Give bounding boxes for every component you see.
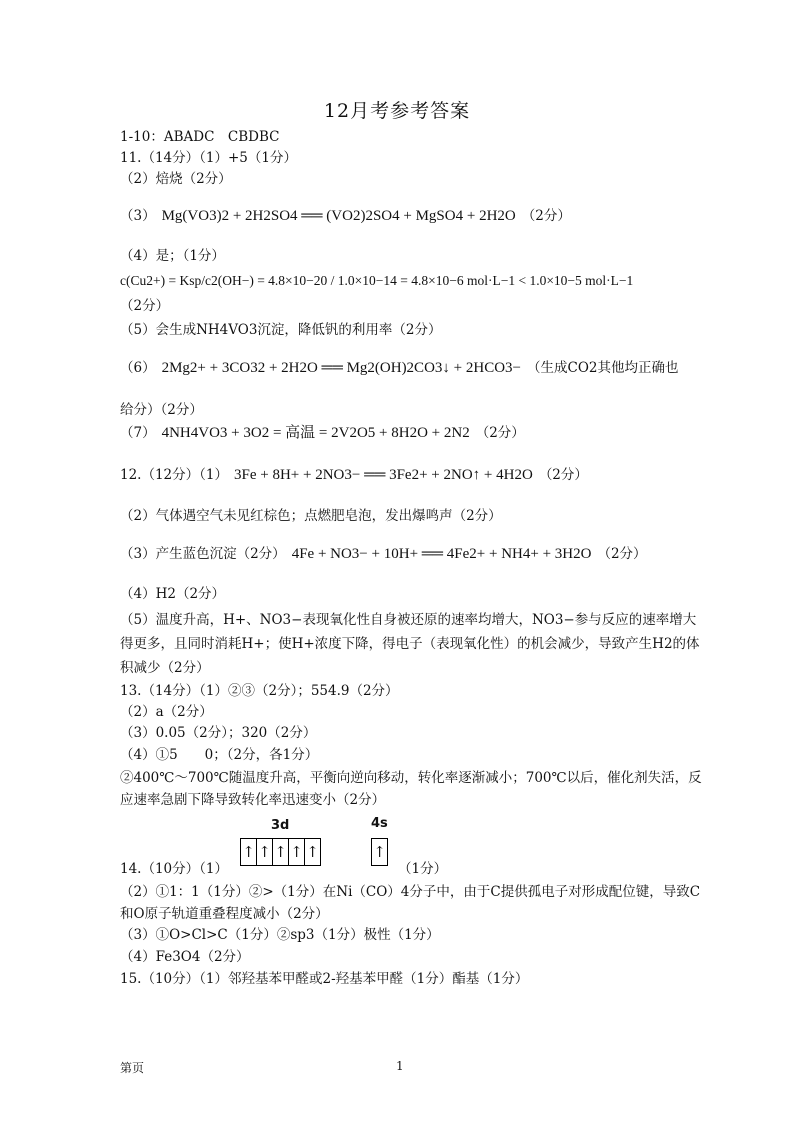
q11-header: 11.（14分）（1）+5（1分） bbox=[120, 150, 297, 166]
q13-part2: （2）a（2分） bbox=[120, 704, 213, 720]
q14-part4: （4）Fe3O4（2分） bbox=[120, 949, 250, 965]
up-arrow-icon: ↑ bbox=[373, 843, 386, 861]
orbital-label-3d: 3d bbox=[271, 818, 290, 833]
q13-part4: （4）①5 0；（2分，各1分） bbox=[120, 747, 319, 763]
q14-part3: （3）①O>Cl>C（1分）②sp3（1分）极性（1分） bbox=[120, 927, 440, 943]
up-arrow-icon: ↑ bbox=[289, 839, 305, 865]
q11-part5: （5）会生成NH4VO3沉淀，降低钒的利用率（2分） bbox=[120, 322, 442, 338]
q14-header: 14.（10分）（1） （1分） bbox=[120, 861, 448, 877]
q12-part5: （5）温度升高，H+、NO3−表现氧化性自身被还原的速率均增大，NO3−参与反应的速率增大得更多，且同时消耗H+；使H+浓度下降，得电子（表现氧化性）的机会减少，导致产生H2的体积减少（2分） bbox=[120, 612, 700, 676]
q11-part7: （7） 4NH4VO3 + 3O2 = 高温 = 2V2O5 + 8H2O + 2N2 （2分） bbox=[120, 425, 525, 441]
up-arrow-icon: ↑ bbox=[273, 839, 289, 865]
up-arrow-icon: ↑ bbox=[306, 843, 319, 861]
up-arrow-icon: ↑ bbox=[257, 839, 273, 865]
q11-part6-cont: 给分）（2分） bbox=[120, 402, 203, 418]
orbital-label-4s: 4s bbox=[371, 816, 388, 831]
footer-left: 第页 bbox=[120, 1061, 145, 1075]
q11-part4: （4）是；（1分） bbox=[120, 248, 225, 264]
q11-part2: （2）焙烧（2分） bbox=[120, 171, 232, 187]
q12-part3: （3）产生蓝色沉淀（2分） 4Fe + NO3− + 10H+ ══ 4Fe2+ + NH4+ + 3H2O （2分） bbox=[120, 546, 647, 562]
q12-header: 12.（12分）（1） 3Fe + 8H+ + 2NO3− ══ 3Fe2+ + 2NO↑ + 4H2O （2分） bbox=[120, 467, 588, 483]
q11-equation-3: Mg(VO3)2 + 2H2SO4 ══ (VO2)2SO4 + MgSO4 + 2H2O bbox=[161, 208, 516, 224]
q11-part3: （3） Mg(VO3)2 + 2H2SO4 ══ (VO2)2SO4 + MgSO4 + 2H2O （2分） bbox=[120, 208, 571, 224]
q15-header: 15.（10分）（1）邻羟基苯甲醛或2-羟基苯甲醛（1分）酯基（1分） bbox=[120, 971, 529, 987]
q13-part4b: ②400℃～700℃随温度升高，平衡向逆向移动，转化率逐渐减小；700℃以后，催化剂失活，反应速率急剧下降导致转化率迅速变小（2分） bbox=[120, 770, 702, 808]
answer-choice-line: 1-10：ABADC CBDBC bbox=[120, 129, 280, 145]
q11-part4-score: （2分） bbox=[120, 298, 170, 314]
q12-equation-1: 3Fe + 8H+ + 2NO3− ══ 3Fe2+ + 2NO↑ + 4H2O bbox=[234, 467, 533, 483]
q11-equation-7: 4NH4VO3 + 3O2 = 高温 = 2V2O5 + 8H2O + 2N2 bbox=[161, 425, 470, 441]
q13-header: 13.（14分）（1）②③（2分）；554.9（2分） bbox=[120, 683, 399, 699]
page-title: 12月考参考答案 bbox=[323, 100, 471, 122]
q13-part3: （3）0.05（2分）；320（2分） bbox=[120, 725, 317, 741]
page-number: 1 bbox=[396, 1059, 404, 1073]
q12-equation-3: 4Fe + NO3− + 10H+ ══ 4Fe2+ + NH4+ + 3H2O bbox=[291, 546, 592, 562]
q14-part2: （2）①1：1（1分）②>（1分）在Ni（CO）4分子中，由于C提供孤电子对形成配位键，导致C和O原子轨道重叠程度减小（2分） bbox=[120, 884, 701, 922]
up-arrow-icon: ↑ bbox=[241, 839, 257, 865]
q12-part2: （2）气体遇空气未见红棕色；点燃肥皂泡，发出爆鸣声（2分） bbox=[120, 508, 502, 524]
q11-equation-4: c(Cu2+) = Ksp/c2(OH−) = 4.8×10−20 / 1.0×10−14 = 4.8×10−6 mol·L−1 < 1.0×10−5 mol·L−1 bbox=[120, 273, 634, 288]
q11-part6: （6） 2Mg2+ + 3CO32 + 2H2O ══ Mg2(OH)2CO3↓ + 2HCO3− （生成CO2其他均正确也 bbox=[120, 360, 679, 376]
q12-part4: （4）H2（2分） bbox=[120, 586, 226, 602]
q11-equation-6: 2Mg2+ + 3CO32 + 2H2O ══ Mg2(OH)2CO3↓ + 2HCO3− bbox=[161, 360, 521, 376]
